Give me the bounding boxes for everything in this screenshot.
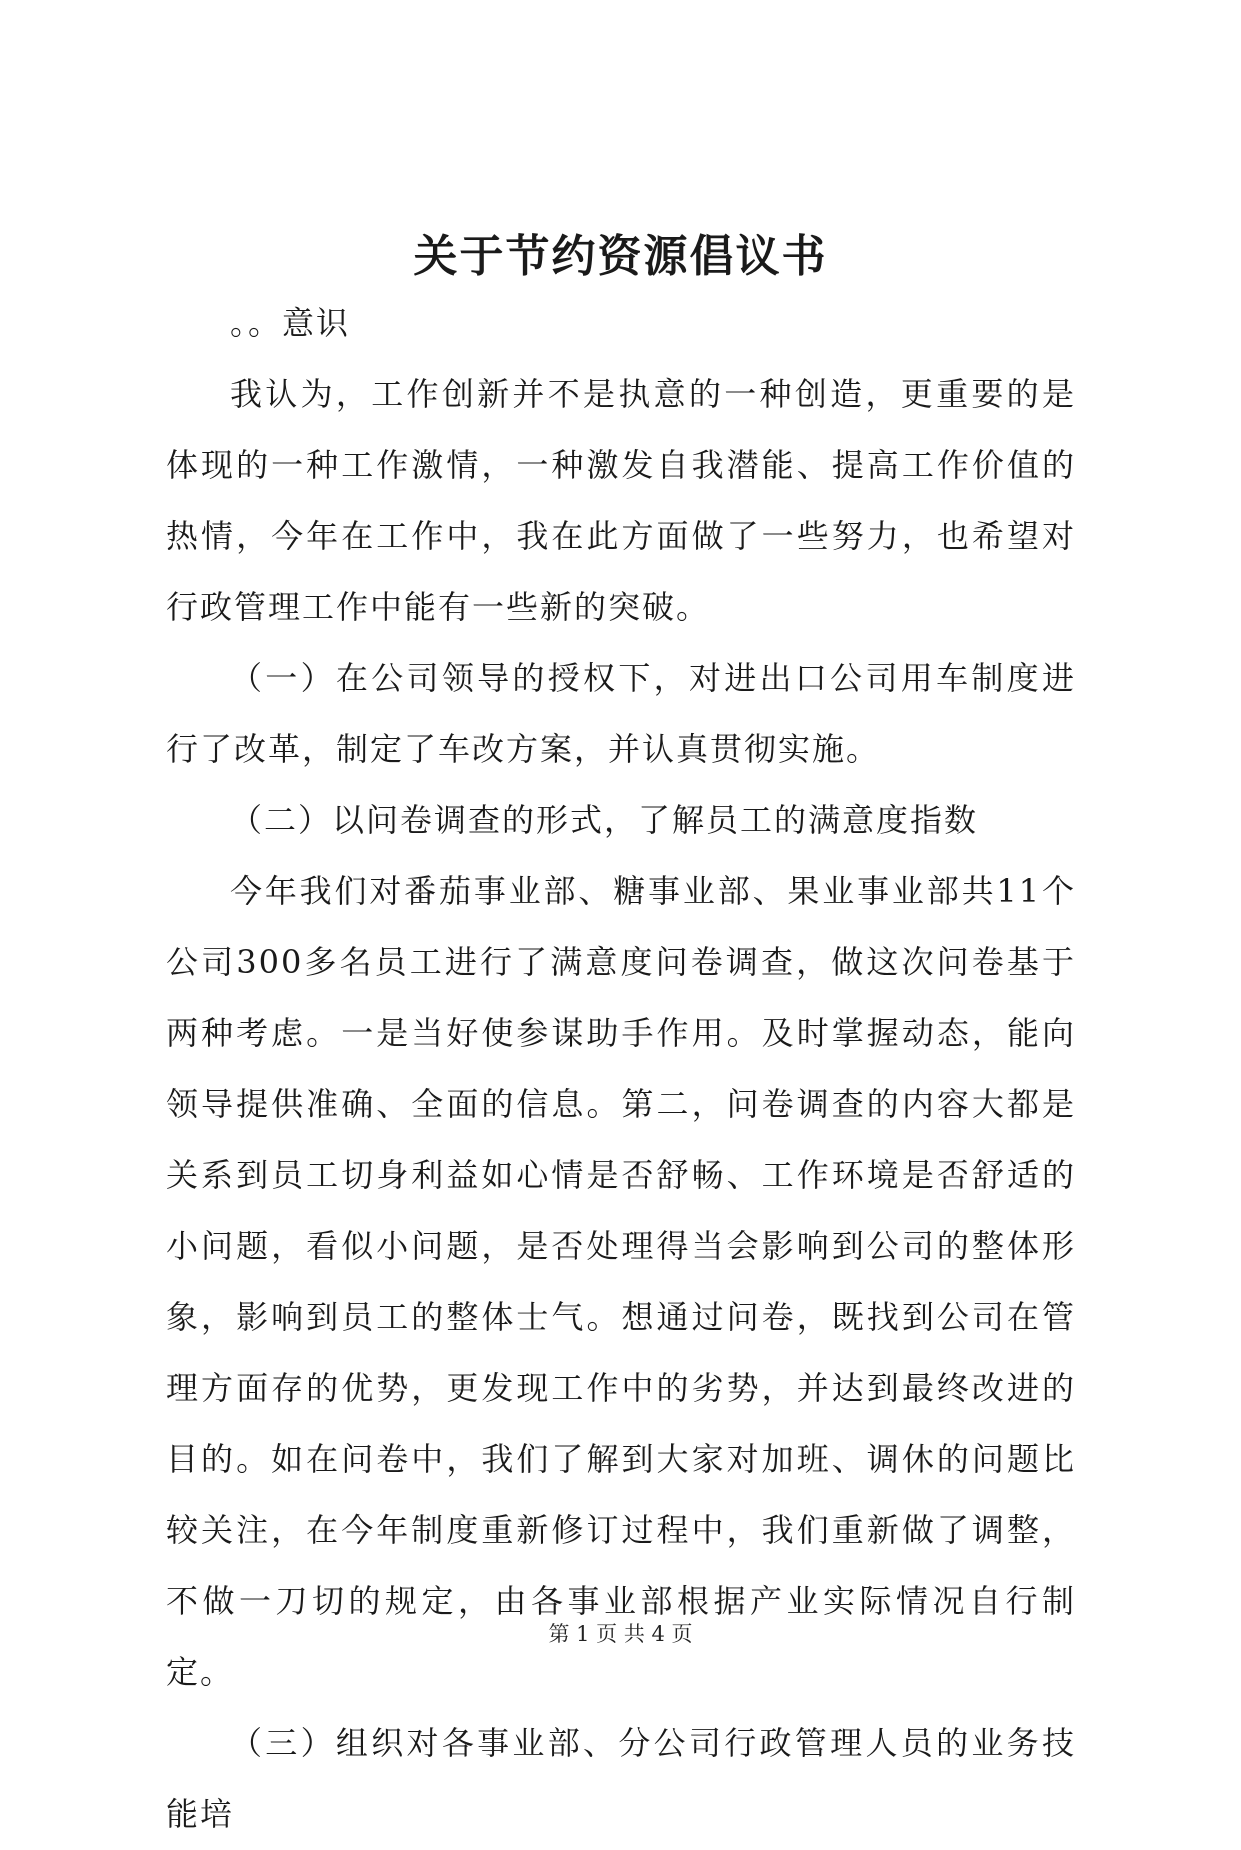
paragraph-survey: 今年我们对番茄事业部、糖事业部、果业事业部共11个公司300多名员工进行了满意度问卷调查，做这次问卷基于两种考虑。一是当好使参谋助手作用。及时掌握动态，能向领导提供准确、全面的信息。第二，问卷调查的内容大都是关系到员工切身利益如心情是否舒畅、工作环境是否舒适的小问题，看似小问题，是否处理得当会影响到公司的整体形象，影响到员工的整体士气。想通过问卷，既找到公司在管理方面存的优势，更发现工作中的劣势，并达到最终改进的目的。如在问卷中，我们了解到大家对加班、调休的问题比较关注，在今年制度重新修订过程中，我们重新做了调整，不做一刀切的规定，由各事业部根据产业实际情况自行制定。 (166, 872, 1076, 1691)
document-body (166, 288, 1076, 1850)
page-number-footer: 第 1 页 共 4 页 (548, 1622, 693, 1646)
paragraph-item-three: （三）组织对各事业部、分公司行政管理人员的业务技能培 (166, 1724, 1076, 1833)
paragraph-heading-fragment: 。。意识 (230, 304, 351, 342)
document-title: 关于节约资源倡议书 (413, 231, 828, 282)
paragraph-item-one: （一）在公司领导的授权下，对进出口公司用车制度进行了改革，制定了车改方案，并认真贯彻实施。 (166, 659, 1076, 768)
paragraph-innovation: 我认为，工作创新并不是执意的一种创造，更重要的是体现的一种工作激情，一种激发自我潜能、提高工作价值的热情，今年在工作中，我在此方面做了一些努力，也希望对行政管理工作中能有一些新的突破。 (166, 375, 1076, 626)
paragraph-item-two: （二）以问卷调查的形式，了解员工的满意度指数 (230, 801, 979, 839)
